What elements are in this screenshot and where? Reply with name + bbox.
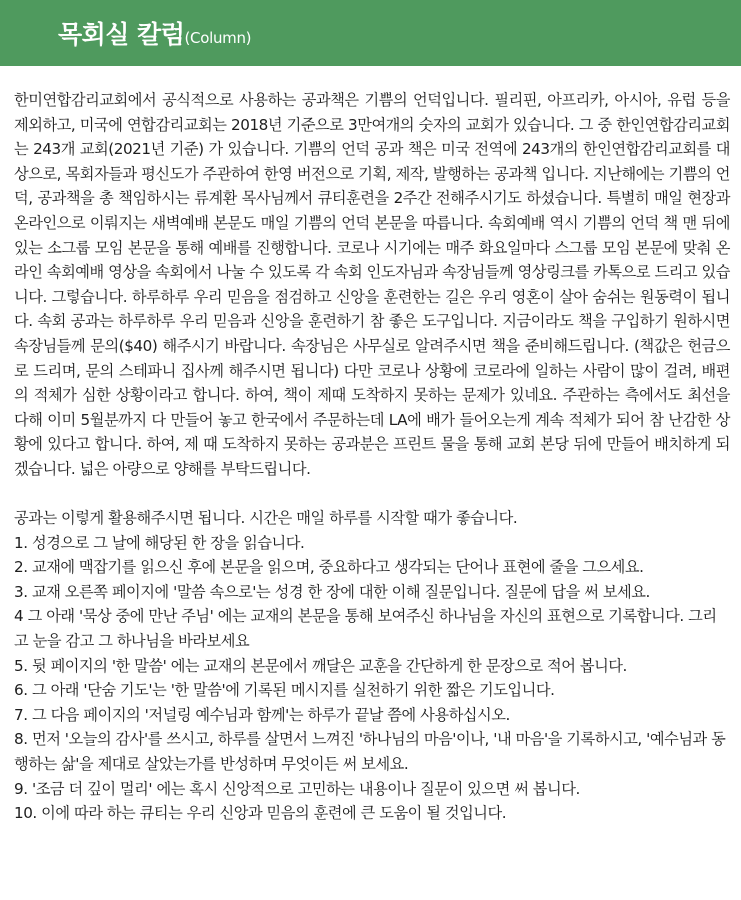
usage-step: 9. '조금 더 깊이 멀리' 에는 혹시 신앙적으로 고민하는 내용이나 질문이 있으면 써 봅니다.: [14, 779, 580, 798]
column-title-main: 목회실 칼럼: [58, 20, 185, 49]
column-header-bar: [0, 0, 741, 66]
column-title-sub: (Column): [184, 29, 252, 47]
usage-step: 3. 교재 오른쪽 페이지에 '말씀 속으로'는 성경 한 장에 대한 이해 질문입니다. 질문에 답을 써 보세요.: [14, 582, 650, 601]
usage-step: 2. 교재에 맥잡기를 읽으신 후에 본문을 읽으며, 중요하다고 생각되는 단어나 표현에 줄을 그으세요.: [14, 558, 644, 577]
usage-step: 6. 그 아래 '단숨 기도'는 '한 말씀'에 기록된 메시지를 실천하기 위한 짧은 기도입니다.: [14, 681, 555, 700]
usage-step: 7. 그 다음 페이지의 '저널링 예수님과 함께'는 하루가 끝날 쯤에 사용하십시오.: [14, 705, 510, 724]
column-title: [58, 18, 251, 55]
column-paragraph: 한미연합감리교회에서 공식적으로 사용하는 공과책은 기쁨의 언덕입니다. 필리핀, 아프리카, 아시아, 유럽 등을 제외하고, 미국에 연합감리교회는 2018년 기준으로 3만여개의 숫자의 교회가 있습니다. 그 중 한인연합감리교회는 243개 교회(2021년 기준) 가 있습니다. 기쁨의 언덕 공과 책은 미국 전역에 243개의 한인연합감리교회를 대상으로, 목회자들과 평신도가 주관하여 한영 버전으로 기획, 제작, 발행하는 공과책 입니다. 지난해에는 기쁨의 언덕, 공과책을 총 책임하시는 류계환 목사님께서 큐티훈련을 2주간 전해주시기도 하셨습니다. 특별히 매일 현장과 온라인으로 이뤄지는 새벽예배 본문도 매일 기쁨의 언덕 본문을 따릅니다. 속회예배 역시 기쁨의 언덕 책 맨 뒤에 있는 소그룹 모임 본문을 통해 예배를 진행합니다. 코로나 시기에는 매주 화요일마다 스그룹 모임 본문에 맞춰 온라인 속회예배 영상을 속회에서 나눌 수 있도록 각 속회 인도자님과 속장님들께 영상링크를 카톡으로 드리고 있습니다. 그렇습니다. 하루하루 우리 믿음을 점검하고 신앙을 훈련한는 길은 우리 영혼이 살아 숨쉬는 원동력이 됩니다. 속회 공과는 하루하루 우리 믿음과 신앙을 훈련하기 참 좋은 도구입니다. 지금이라도 책을 구입하기 원하시면 속장님들께 문의($40) 해주시기 바랍니다. 속장님은 사무실로 알려주시면 책을 준비해드립니다. (책값은 헌금으로 드리며, 문의 스테파니 집사께 해주시면 됩니다) 다만 코로나 상황에 코로라에 일하는 사람이 많이 걸려, 배편의 적체가 심한 상황이라고 합니다. 하여, 책이 제때 도착하지 못하는 문제가 있네요. 주관하는 측에서도 최선을 다해 이미 5월분까지 다 만들어 놓고 한국에서 주문하는데 LA에 배가 들어오는게 계속 적체가 되어 참 난감한 상황에 있다고 합니다. 하여, 제 때 도착하지 못하는 공과분은 프린트 물을 통해 교회 본당 뒤에 만들어 배치하게 되겠습니다. 넓은 아량으로 양해를 부탁드립니다.: [14, 91, 730, 478]
usage-steps-list: [14, 531, 730, 826]
paragraph-spacer: [14, 482, 730, 507]
usage-step: 1. 성경으로 그 날에 해당된 한 장을 읽습니다.: [14, 533, 305, 552]
usage-step: 10. 이에 따라 하는 큐티는 우리 신앙과 믿음의 훈련에 큰 도움이 될 것입니다.: [14, 804, 507, 823]
usage-step: 4 그 아래 '묵상 중에 만난 주님' 에는 교재의 본문을 통해 보여주신 하나님을 자신의 표현으로 기록합니다. 그리고 눈을 감고 그 하나님을 바라보세요: [14, 607, 717, 651]
usage-intro: 공과는 이렇게 활용해주시면 됩니다. 시간은 매일 하루를 시작할 때가 좋습니다.: [14, 509, 518, 528]
column-body: [14, 88, 730, 826]
usage-step: 5. 뒷 페이지의 '한 말씀' 에는 교재의 본문에서 깨달은 교훈을 간단하게 한 문장으로 적어 봅니다.: [14, 656, 627, 675]
usage-step: 8. 먼저 '오늘의 감사'를 쓰시고, 하루를 살면서 느껴진 '하나님의 마음'이나, '내 마음'을 기록하시고, '예수님과 동행하는 삶'을 제대로 살았는가를 반성하며 무엇이든 써 보세요.: [14, 730, 726, 774]
